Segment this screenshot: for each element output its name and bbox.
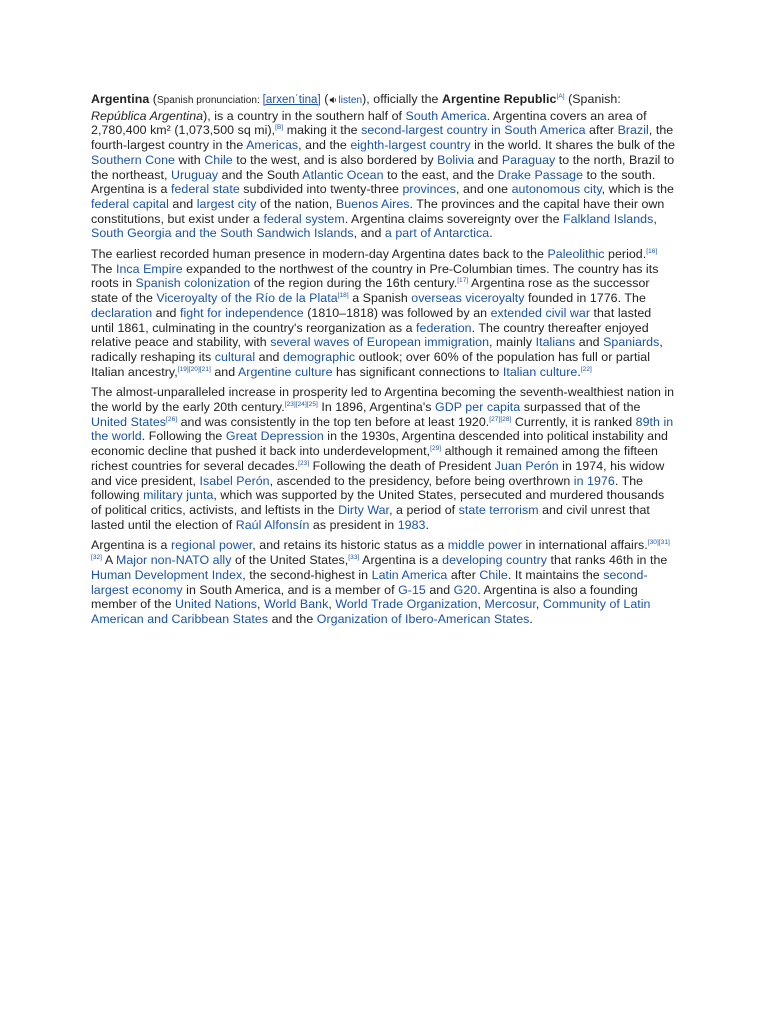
official-name: Argentine Republic <box>441 92 557 106</box>
link-buenos-aires[interactable]: Buenos Aires <box>335 196 410 211</box>
link-italians[interactable]: Italians <box>535 335 576 350</box>
footnote-ref[interactable]: [23][24][25] <box>284 400 318 408</box>
article-subject: Argentina <box>91 92 150 106</box>
link-middle-power[interactable]: middle power <box>447 538 523 553</box>
link-g-15[interactable]: G-15 <box>398 582 426 597</box>
listen-link[interactable]: listen <box>338 95 363 106</box>
paragraph-history: The earliest recorded human presence in modern-day Argentina dates back to the Paleolithic period.[16] The Inca Empire expanded to the northwest of the country in Pre-Columbian times. The country has its roots in Spanish colonization of the region during the 16th century.[17] Argentina rose as the successor state of the Viceroyalty of the Río de la Plata[18] a Spanish overseas viceroyalty founded in 1776. The declaration and fight for independence (1810–1818) was followed by an extended civil war that lasted until 1861, culminating in the country's reorganization as a federation. The country thereafter enjoyed relative peace and stability, with several waves of European immigration, mainly Italians and Spaniards, radically reshaping its cultural and demographic outlook; over 60% of the population has full or partial Italian ancestry,[19][20][21] and Argentine culture has significant connections to Italian culture.[22] <box>91 247 663 379</box>
footnote-ref[interactable]: [26] <box>166 415 178 423</box>
link-state-terrorism[interactable]: state terrorism <box>458 502 539 517</box>
article-body <box>91 92 677 633</box>
link-in-1976[interactable]: in 1976 <box>573 473 615 488</box>
link-antarctica[interactable]: a part of Antarctica <box>384 226 490 241</box>
link-raul-alfonsin[interactable]: Raúl Alfonsín <box>235 517 310 532</box>
link-brazil[interactable]: Brazil <box>617 123 649 138</box>
link-spanish-colonization[interactable]: Spanish colonization <box>135 276 251 291</box>
link-organization-of-ibero-american-states[interactable]: Organization of Ibero-American States <box>316 611 530 626</box>
link-regional-power[interactable]: regional power <box>170 538 253 553</box>
footnote-ref[interactable]: [16] <box>646 247 658 255</box>
link-celac[interactable]: Community of Latin American and Caribbean States <box>91 597 651 626</box>
link-chile[interactable]: Chile <box>204 152 233 167</box>
link-1983[interactable]: 1983 <box>397 517 426 532</box>
link-mercosur[interactable]: Mercosur <box>484 597 536 612</box>
link-italian-culture[interactable]: Italian culture <box>502 364 578 379</box>
link-chile[interactable]: Chile <box>479 567 508 582</box>
link-eighth-largest-country[interactable]: eighth-largest country <box>350 138 471 153</box>
link-united-states[interactable]: United States <box>91 414 167 429</box>
link-united-nations[interactable]: United Nations <box>175 597 258 612</box>
footnote-ref[interactable]: [22] <box>580 365 592 373</box>
footnote-ref[interactable]: [30][31][32] <box>91 539 670 561</box>
footnote-ref[interactable]: [B] <box>275 124 284 132</box>
link-federal-capital[interactable]: federal capital <box>91 196 169 211</box>
speaker-icon[interactable] <box>329 96 337 104</box>
link-declaration[interactable]: declaration <box>91 305 153 320</box>
link-bolivia[interactable]: Bolivia <box>437 152 475 167</box>
link-world-trade-organization[interactable]: World Trade Organization <box>335 597 478 612</box>
link-southern-cone[interactable]: Southern Cone <box>91 152 176 167</box>
footnote-ref[interactable]: [A] <box>556 92 565 100</box>
link-inca-empire[interactable]: Inca Empire <box>116 261 183 276</box>
link-viceroyalty-rio-de-la-plata[interactable]: Viceroyalty of the Río de la Plata <box>156 291 338 306</box>
link-south-georgia[interactable]: South Georgia and the South Sandwich Islands <box>91 226 354 241</box>
link-drake-passage[interactable]: Drake Passage <box>497 167 584 182</box>
link-gdp-per-capita[interactable]: GDP per capita <box>435 400 521 415</box>
link-paraguay[interactable]: Paraguay <box>501 152 556 167</box>
footnote-ref[interactable]: [27][28] <box>489 415 512 423</box>
link-latin-america[interactable]: Latin America <box>371 567 448 582</box>
paragraph-intro: Argentina (Spanish pronunciation: [arxenˈtina] ( listen), officially the Argentine Republic[A] (Spanish: República Argentina), is a country in the southern half of South America. Argentina covers an area of 2,780,400 km² (1,073,500 sq mi),[B] making it the second-largest country in South America after Brazil, the fourth-largest country in the Americas, and the eighth-largest country in the world. It shares the bulk of the Southern Cone with Chile to the west, and is also bordered by Bolivia and Paraguay to the north, Brazil to the northeast, Uruguay and the South Atlantic Ocean to the east, and the Drake Passage to the south. Argentina is a federal state subdivided into twenty-three provinces, and one autonomous city, which is the federal capital and largest city of the nation, Buenos Aires. The provinces and the capital have their own constitutions, but exist under a federal system. Argentina claims sovereignty over the Falkland Islands, South Georgia and the South Sandwich Islands, and a part of Antarctica. <box>91 92 676 241</box>
link-federal-state[interactable]: federal state <box>170 182 240 197</box>
footnote-ref[interactable]: [29] <box>430 445 442 453</box>
link-uruguay[interactable]: Uruguay <box>170 167 219 182</box>
link-military-junta[interactable]: military junta <box>143 488 214 503</box>
spanish-name: República Argentina <box>91 108 204 123</box>
link-world-bank[interactable]: World Bank <box>264 597 329 612</box>
link-argentine-culture[interactable]: Argentine culture <box>237 364 333 379</box>
pronunciation-label: Spanish pronunciation: <box>156 95 263 106</box>
link-human-development-index[interactable]: Human Development Index <box>91 567 243 582</box>
footnote-ref[interactable]: [33] <box>348 553 360 561</box>
footnote-ref[interactable]: [19][20][21] <box>177 365 211 373</box>
link-juan-peron[interactable]: Juan Perón <box>494 458 559 473</box>
paragraph-international: Argentina is a regional power, and retains its historic status as a middle power in international affairs.[30][31][32] A Major non-NATO ally of the United States,[33] Argentina is a developing country that ranks 46th in the Human Development Index, the second-highest in Latin America after Chile. It maintains the second-largest economy in South America, and is a member of G-15 and G20. Argentina is also a founding member of the United Nations, World Bank, World Trade Organization, Mercosur, Community of Latin American and Caribbean States and the Organization of Ibero-American States. <box>91 538 670 626</box>
link-demographic[interactable]: demographic <box>282 349 356 364</box>
paragraph-economy-history: The almost-unparalleled increase in prosperity led to Argentina becoming the seventh-wealthiest nation in the world by the early 20th century.[23][24][25] In 1896, Argentina's GDP per capita surpassed that of the United States[26] and was consistently in the top ten before at least 1920.[27][28] Currently, it is ranked 89th in the world. Following the Great Depression in the 1930s, Argentina descended into political instability and economic decline that pushed it back into underdevelopment,[29] although it remained among the fifteen richest countries for several decades.[23] Following the death of President Juan Perón in 1974, his widow and vice president, Isabel Perón, ascended to the presidency, before being overthrown in 1976. The following military junta, which was supported by the United States, persecuted and murdered thousands of political critics, activists, and leftists in the Dirty War, a period of state terrorism and civil unrest that lasted until the election of Raúl Alfonsín as president in 1983. <box>91 385 675 532</box>
link-fight-for-independence[interactable]: fight for independence <box>179 305 304 320</box>
link-european-immigration[interactable]: several waves of European immigration <box>270 335 490 350</box>
link-extended-civil-war[interactable]: extended civil war <box>490 305 590 320</box>
link-dirty-war[interactable]: Dirty War <box>338 502 390 517</box>
footnote-ref[interactable]: [18] <box>337 292 349 300</box>
footnote-ref[interactable]: [17] <box>457 277 469 285</box>
link-second-largest-country[interactable]: second-largest country in South America <box>361 123 586 138</box>
link-cultural[interactable]: cultural <box>214 349 256 364</box>
link-developing-country[interactable]: developing country <box>442 553 548 568</box>
link-atlantic-ocean[interactable]: Atlantic Ocean <box>302 167 384 182</box>
link-great-depression[interactable]: Great Depression <box>225 429 324 444</box>
link-major-non-nato-ally[interactable]: Major non-NATO ally <box>115 553 232 568</box>
link-second-largest-economy[interactable]: second-largest economy <box>91 567 648 597</box>
link-largest-city[interactable]: largest city <box>196 196 257 211</box>
link-autonomous-city[interactable]: autonomous city <box>511 182 602 197</box>
link-south-america[interactable]: South America <box>405 108 487 123</box>
link-provinces[interactable]: provinces <box>402 182 456 197</box>
link-overseas-viceroyalty[interactable]: overseas viceroyalty <box>411 291 525 306</box>
link-americas[interactable]: Americas <box>246 138 299 153</box>
link-spaniards[interactable]: Spaniards <box>603 335 660 350</box>
link-g20[interactable]: G20 <box>453 582 478 597</box>
link-89th-in-the-world[interactable]: 89th in the world <box>91 414 674 444</box>
link-paleolithic[interactable]: Paleolithic <box>547 247 605 262</box>
ipa-link[interactable]: [arxenˈtina] <box>262 94 321 106</box>
link-isabel-peron[interactable]: Isabel Perón <box>199 473 270 488</box>
link-falkland-islands[interactable]: Falkland Islands <box>563 211 654 226</box>
footnote-ref[interactable]: [23] <box>298 459 310 467</box>
link-federal-system[interactable]: federal system <box>263 211 345 226</box>
link-federation[interactable]: federation <box>416 320 472 335</box>
